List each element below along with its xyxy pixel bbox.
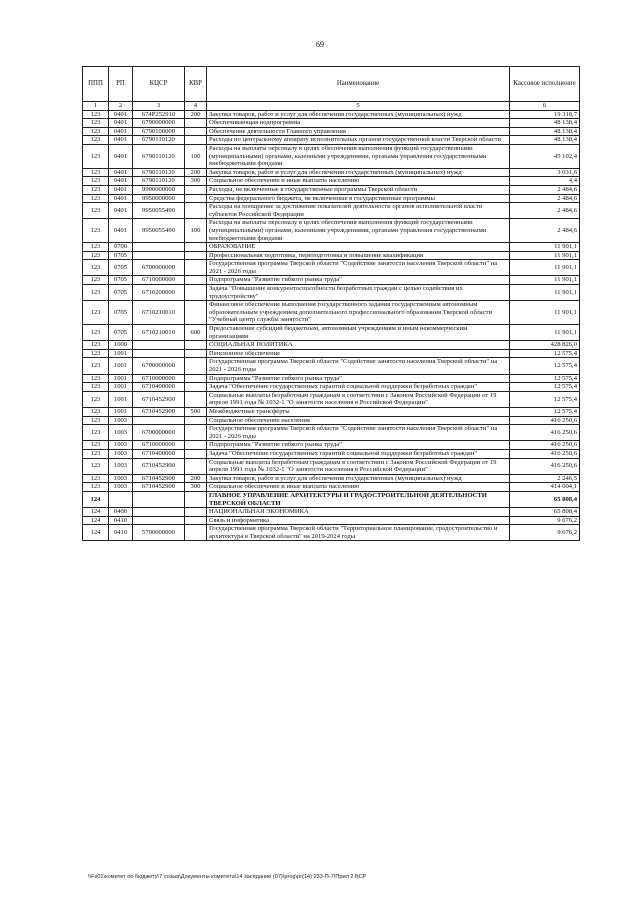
cell-ppp: 123 [83,483,109,492]
cell-name: Государственная программа Тверской области "Территориальное планирование, градостроительство и архитектура в Тверской области" на 2019-2024 годы [207,525,510,541]
table-row [83,349,580,358]
cell-ppp: 123 [83,425,109,441]
file-path-footer: \\Fs01\комитет по бюджету\7 созыв\Документы комитета\14 заседание (07)\prog\pr(14) 233-П-7\Прил 2 ВСР [88,874,367,880]
cell-amount: 2 484,6 [510,185,580,194]
cell-ppp: 124 [83,516,109,525]
cell-ppp: 123 [83,185,109,194]
column-index: 6 [510,102,580,111]
cell-kcsr [133,243,185,252]
cell-kcsr [133,491,185,507]
cell-ppp: 123 [83,136,109,145]
header-ppp: ППП [83,67,109,102]
header-kvr: КВР [185,67,207,102]
table-row [83,127,580,136]
cell-name: Социальные выплаты безработным гражданам в соответствии с Законом Российской Федерации от 19 апреля 1991 года № 1032-1 "О занятости населения в Российской Федерации" [207,391,510,407]
cell-name: Закупка товаров, работ и услуг для обеспечения государственных (муниципальных) нужд [207,474,510,483]
cell-amount: 416 250,6 [510,458,580,474]
cell-name: ОБРАЗОВАНИЕ [207,243,510,252]
cell-name: Подпрограмма "Развитие гибкого рынка труда" [207,441,510,450]
cell-kcsr: 6710210010 [133,325,185,341]
cell-rp: 0401 [109,168,133,177]
cell-kcsr: 674P252910 [133,110,185,119]
cell-ppp: 123 [83,110,109,119]
cell-amount: 48 138,4 [510,127,580,136]
cell-ppp: 123 [83,449,109,458]
cell-ppp: 123 [83,285,109,301]
cell-kvr: 300 [185,483,207,492]
cell-name: Задача "Повышение конкурентоспособности безработных граждан с целью содействия их трудоустройству" [207,285,510,301]
cell-ppp: 123 [83,458,109,474]
header-name: Наименование [207,67,510,102]
table-row [83,194,580,203]
cell-name: Государственная программа Тверской области "Содействие занятости населения Тверской области" на 2021 - 2026 годы [207,260,510,276]
cell-amount: 416 250,6 [510,416,580,425]
cell-rp: 0705 [109,276,133,285]
cell-kcsr: 6710452900 [133,391,185,407]
cell-amount: 12 575,4 [510,374,580,383]
table-body [83,110,580,541]
cell-amount: 4,4 [510,177,580,186]
cell-name: Задача "Обеспечение государственных гарантий социальной поддержки безработных граждан" [207,383,510,392]
cell-rp: 1003 [109,416,133,425]
cell-ppp: 123 [83,260,109,276]
cell-ppp: 123 [83,168,109,177]
header-kcsr: КЦСР [133,67,185,102]
cell-kcsr: 6710452900 [133,483,185,492]
table-row [83,144,580,168]
cell-rp: 0401 [109,177,133,186]
cell-name: Подпрограмма "Развитие гибкого рынка труда" [207,276,510,285]
cell-rp: 0410 [109,516,133,525]
column-index: 3 [133,102,185,111]
cell-kvr [185,349,207,358]
cell-kcsr: 9950055490 [133,219,185,243]
cell-kvr [185,243,207,252]
cell-rp: 1003 [109,425,133,441]
table-row [83,177,580,186]
cell-kvr [185,416,207,425]
cell-amount: 11 901,1 [510,260,580,276]
cell-name: Социальное обеспечение населения [207,416,510,425]
cell-kcsr [133,251,185,260]
cell-amount: 416 250,6 [510,449,580,458]
cell-amount: 12 575,4 [510,349,580,358]
cell-kvr [185,185,207,194]
cell-amount: 11 901,1 [510,276,580,285]
cell-name: Финансовое обеспечение выполнения государственного задания государственным автономным образовательным учреждением дополнительного профессионального образования Тверской области "Учебный центр службы занятости" [207,301,510,325]
table-row [83,185,580,194]
cell-kcsr: 6790110120 [133,168,185,177]
cell-amount: 12 575,4 [510,383,580,392]
cell-rp: 1001 [109,383,133,392]
cell-name: Социальное обеспечение и иные выплаты населению [207,177,510,186]
cell-ppp: 123 [83,301,109,325]
header-amount: Кассовое исполнение [510,67,580,102]
table-row [83,416,580,425]
cell-name: Пенсионное обеспечение [207,349,510,358]
cell-kvr [185,491,207,507]
cell-kcsr: 6790110120 [133,177,185,186]
cell-amount: 3 031,6 [510,168,580,177]
cell-name: Государственная программа Тверской области "Содействие занятости населения Тверской области" на 2021 - 2026 годы [207,425,510,441]
cell-kcsr [133,341,185,350]
cell-kvr: 600 [185,325,207,341]
table-row [83,474,580,483]
table-row [83,425,580,441]
cell-rp: 0401 [109,136,133,145]
cell-amount: 11 901,1 [510,251,580,260]
cell-kcsr: 6710452900 [133,474,185,483]
cell-kvr [185,341,207,350]
cell-rp: 0401 [109,203,133,219]
cell-rp: 0401 [109,127,133,136]
table-row [83,325,580,341]
table-row [83,203,580,219]
cell-kcsr [133,516,185,525]
cell-kvr [185,119,207,128]
cell-rp: 0401 [109,219,133,243]
cell-amount: 416 250,6 [510,441,580,450]
cell-amount: 12 575,4 [510,358,580,374]
cell-kcsr: 6710000000 [133,441,185,450]
cell-rp: 1003 [109,458,133,474]
cell-ppp: 123 [83,391,109,407]
cell-ppp: 123 [83,341,109,350]
cell-kcsr: 6710000000 [133,374,185,383]
cell-kvr [185,301,207,325]
cell-kvr: 100 [185,144,207,168]
table-row [83,358,580,374]
cell-kvr [185,194,207,203]
cell-ppp: 123 [83,177,109,186]
cell-name: Закупка товаров, работ и услуг для обеспечения государственных (муниципальных) нужд [207,168,510,177]
table-row [83,243,580,252]
cell-kvr: 200 [185,474,207,483]
column-index-row [83,102,580,111]
table-row [83,525,580,541]
table-row [83,383,580,392]
cell-ppp: 123 [83,325,109,341]
cell-kcsr [133,416,185,425]
cell-kcsr: 6700000000 [133,260,185,276]
cell-rp: 0401 [109,194,133,203]
cell-amount: 9 676,2 [510,516,580,525]
cell-kcsr: 6700000000 [133,425,185,441]
table-row [83,491,580,507]
cell-kcsr: 6710452900 [133,458,185,474]
cell-rp: 1003 [109,474,133,483]
cell-ppp: 123 [83,349,109,358]
table-row [83,516,580,525]
cell-kcsr: 6710452900 [133,407,185,416]
cell-kvr [185,276,207,285]
cell-amount: 12 575,4 [510,407,580,416]
cell-rp: 1001 [109,407,133,416]
cell-amount: 2 246,5 [510,474,580,483]
cell-kcsr: 6710000000 [133,276,185,285]
table-row [83,276,580,285]
cell-ppp: 123 [83,441,109,450]
table-row [83,341,580,350]
budget-execution-table [82,66,580,541]
cell-ppp: 123 [83,127,109,136]
cell-kvr [185,449,207,458]
cell-rp: 0705 [109,325,133,341]
cell-amount: 65 808,4 [510,491,580,507]
cell-name: Средства федерального бюджета, не включенные в государственные программы [207,194,510,203]
cell-ppp: 124 [83,525,109,541]
column-index: 5 [207,102,510,111]
cell-kcsr: 6790000000 [133,119,185,128]
header-rp: РП [109,67,133,102]
table-row [83,458,580,474]
cell-rp: 1003 [109,483,133,492]
cell-kcsr: 6790110120 [133,144,185,168]
cell-name: НАЦИОНАЛЬНАЯ ЭКОНОМИКА [207,508,510,517]
cell-amount: 11 901,1 [510,301,580,325]
cell-kcsr: 9950000000 [133,194,185,203]
cell-ppp: 123 [83,194,109,203]
cell-name: Социальные выплаты безработным гражданам в соответствии с Законом Российской Федерации от 19 апреля 1991 года № 1032-1 "О занятости населения в Российской Федерации" [207,458,510,474]
cell-name: СОЦИАЛЬНАЯ ПОЛИТИКА [207,341,510,350]
cell-ppp: 123 [83,276,109,285]
table-row [83,483,580,492]
cell-ppp: 123 [83,119,109,128]
cell-ppp: 123 [83,219,109,243]
cell-name: Обеспечивающая подпрограмма [207,119,510,128]
cell-rp: 0700 [109,243,133,252]
cell-amount: 2 484,6 [510,194,580,203]
table-row [83,110,580,119]
cell-kvr [185,285,207,301]
cell-amount: 2 484,6 [510,203,580,219]
cell-ppp: 123 [83,358,109,374]
cell-kvr [185,425,207,441]
cell-kcsr: 6710200000 [133,285,185,301]
cell-ppp: 123 [83,144,109,168]
cell-kvr: 100 [185,219,207,243]
cell-rp: 0401 [109,185,133,194]
cell-rp: 1001 [109,391,133,407]
cell-ppp: 123 [83,416,109,425]
cell-rp: 1003 [109,441,133,450]
cell-amount: 48 138,4 [510,119,580,128]
cell-ppp: 123 [83,203,109,219]
cell-kvr [185,260,207,276]
cell-name: Закупка товаров, работ и услуг для обеспечения государственных (муниципальных) нужд [207,110,510,119]
cell-name: Расходы, не включенные в государственные программы Тверской области [207,185,510,194]
table-row [83,441,580,450]
table-row [83,508,580,517]
cell-name: ГЛАВНОЕ УПРАВЛЕНИЕ АРХИТЕКТУРЫ И ГРАДОСТРОИТЕЛЬНОЙ ДЕЯТЕЛЬНОСТИ ТВЕРСКОЙ ОБЛАСТИ [207,491,510,507]
cell-kcsr: 5700000000 [133,525,185,541]
cell-kcsr: 6700000000 [133,358,185,374]
cell-ppp: 123 [83,383,109,392]
cell-name: Расходы на выплаты персоналу в целях обеспечения выполнения функций государственными (муниципальными) органами, казенными учреждениями, органами управления государственными внебюджетными фондами [207,219,510,243]
cell-amount: 2 484,6 [510,219,580,243]
cell-kvr: 300 [185,177,207,186]
cell-kvr: 200 [185,168,207,177]
cell-amount: 65 808,4 [510,508,580,517]
cell-rp: 0705 [109,251,133,260]
table-row [83,301,580,325]
cell-rp: 1001 [109,349,133,358]
cell-rp [109,491,133,507]
cell-kvr [185,383,207,392]
cell-amount: 428 826,0 [510,341,580,350]
table-row [83,285,580,301]
cell-rp: 0401 [109,110,133,119]
column-index: 2 [109,102,133,111]
cell-kvr: 500 [185,407,207,416]
column-index: 1 [83,102,109,111]
table-row [83,407,580,416]
cell-rp: 0401 [109,119,133,128]
cell-name: Расходы на выплаты персоналу в целях обеспечения выполнения функций государственными (муниципальными) органами, казенными учреждениями, органами управления государственными внебюджетными фондами [207,144,510,168]
cell-kcsr: 6790100000 [133,127,185,136]
cell-amount: 48 138,4 [510,136,580,145]
cell-rp: 1001 [109,374,133,383]
cell-kvr [185,203,207,219]
cell-name: Предоставление субсидий бюджетным, автономным учреждениям и иным некоммерческим организациям [207,325,510,341]
cell-name: Межбюджетные трансферты [207,407,510,416]
cell-name: Задача "Обеспечение государственных гарантий социальной поддержки безработных граждан" [207,449,510,458]
cell-kcsr [133,349,185,358]
cell-name: Социальное обеспечение и иные выплаты населению [207,483,510,492]
cell-name: Расходы на поощрение за достижение показателей деятельности органов исполнительной власти субъектов Российской Федерации [207,203,510,219]
cell-rp: 0705 [109,301,133,325]
cell-kvr [185,516,207,525]
table-row [83,168,580,177]
cell-rp: 0410 [109,525,133,541]
cell-ppp: 123 [83,474,109,483]
cell-amount: 9 676,2 [510,525,580,541]
cell-ppp: 123 [83,251,109,260]
cell-rp: 0401 [109,144,133,168]
table-row [83,449,580,458]
cell-kcsr: 6790110120 [133,136,185,145]
cell-name: Связь и информатика [207,516,510,525]
cell-kvr: 200 [185,110,207,119]
cell-kvr [185,127,207,136]
cell-amount: 11 901,1 [510,285,580,301]
table-row [83,251,580,260]
cell-kvr [185,441,207,450]
cell-amount: 414 004,1 [510,483,580,492]
cell-kvr [185,136,207,145]
cell-name: Профессиональная подготовка, переподготовка и повышение квалификации [207,251,510,260]
cell-kvr [185,251,207,260]
cell-amount: 45 102,4 [510,144,580,168]
cell-kcsr: 6710400000 [133,449,185,458]
cell-rp: 1001 [109,358,133,374]
cell-kvr [185,374,207,383]
cell-rp: 0400 [109,508,133,517]
cell-kcsr: 9900000000 [133,185,185,194]
cell-ppp: 123 [83,374,109,383]
cell-name: Подпрограмма "Развитие гибкого рынка труда" [207,374,510,383]
cell-kvr [185,358,207,374]
cell-kcsr: 6710210010 [133,301,185,325]
table-header-row [83,67,580,102]
cell-kcsr: 9950055490 [133,203,185,219]
cell-kvr [185,458,207,474]
cell-amount: 12 575,4 [510,391,580,407]
cell-ppp: 124 [83,508,109,517]
page-number: 69 [316,40,324,49]
cell-amount: 11 901,1 [510,243,580,252]
cell-ppp: 123 [83,243,109,252]
table-row [83,260,580,276]
cell-kcsr: 6710400000 [133,383,185,392]
cell-kcsr [133,508,185,517]
table-row [83,391,580,407]
cell-rp: 0705 [109,285,133,301]
cell-ppp: 123 [83,407,109,416]
cell-rp: 1000 [109,341,133,350]
table-row [83,119,580,128]
cell-amount: 416 250,6 [510,425,580,441]
cell-rp: 1003 [109,449,133,458]
cell-amount: 19 318,7 [510,110,580,119]
cell-ppp: 124 [83,491,109,507]
cell-rp: 0705 [109,260,133,276]
cell-kvr [185,508,207,517]
cell-amount: 11 901,1 [510,325,580,341]
cell-name: Расходы по центральному аппарату исполнительных органов государственной власти Тверской области [207,136,510,145]
cell-kvr [185,525,207,541]
column-index: 4 [185,102,207,111]
table-row [83,374,580,383]
cell-name: Обеспечение деятельности Главного управления [207,127,510,136]
table-row [83,136,580,145]
cell-kvr [185,391,207,407]
cell-name: Государственная программа Тверской области "Содействие занятости населения Тверской области" на 2021 - 2026 годы [207,358,510,374]
table-row [83,219,580,243]
